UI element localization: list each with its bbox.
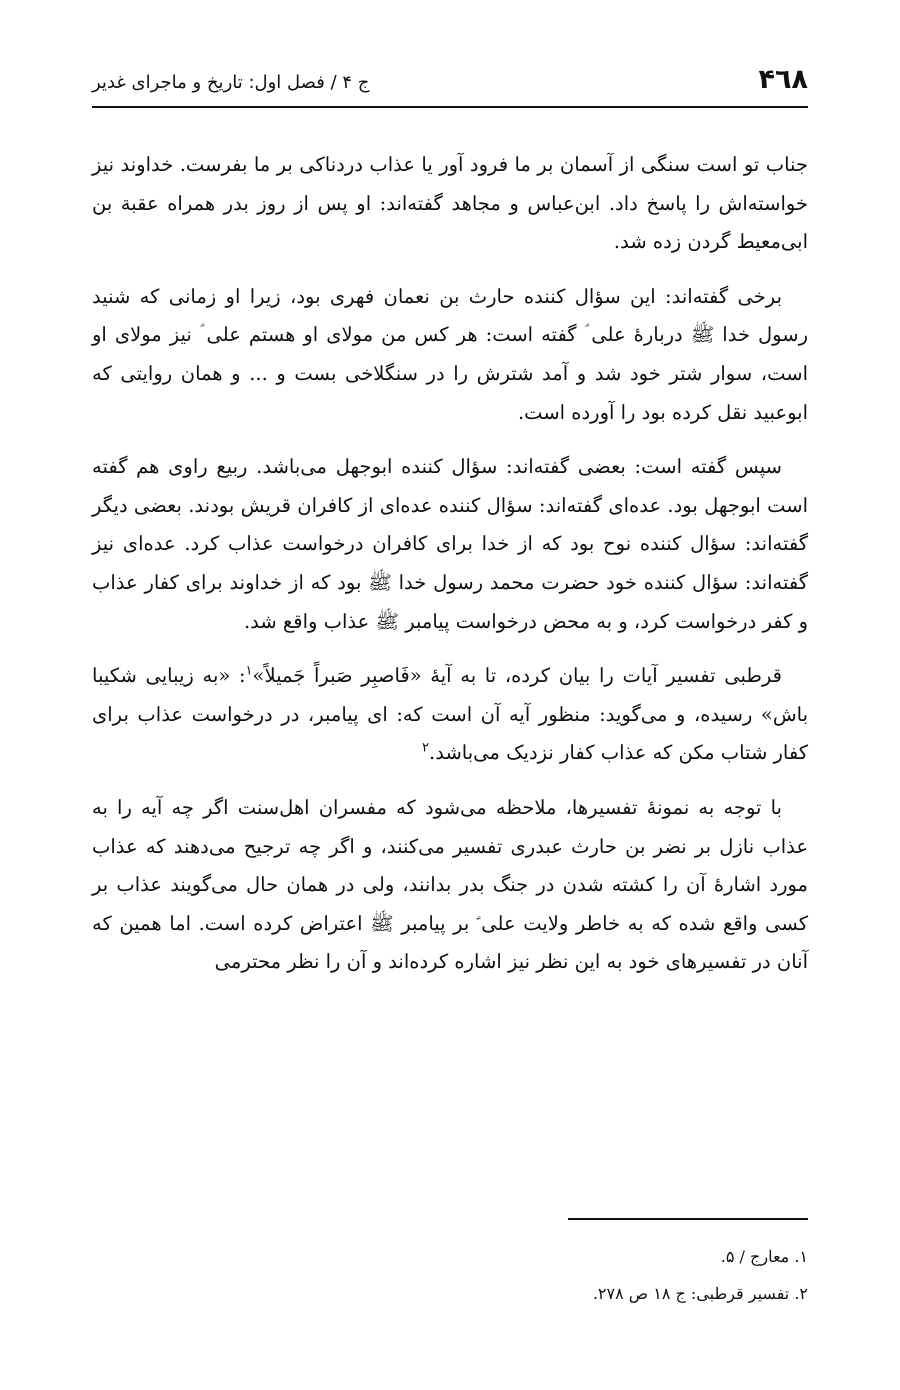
- page-number: ۴٦۸: [758, 64, 808, 95]
- paragraph: سپس گفته است: بعضی گفته‌اند: سؤال کننده ابوجهل می‌باشد. ربیع راوی هم گفته است ابوجهل بود. عده‌ای گفته‌اند: سؤال کننده عده‌ای از کافران قریش بودند. بعضی دیگر گفته‌اند: سؤال کننده نوح بود که از خدا برای کافران درخواست عذاب کرد. عده‌ای نیز گفته‌اند: سؤال کننده خود حضرت محمد رسول خدا ﷺ بود که از خداوند برای کفار عذاب و کفر درخواست کرد، و به محض درخواست پیامبر ﷺ عذاب واقع شد.: [92, 455, 809, 633]
- footnotes: [308, 1238, 808, 1312]
- paragraph: جناب تو است سنگی از آسمان بر ما فرود آور یا عذاب دردناکی بر ما بفرست. خداوند نیز خواسته‌اش را پاسخ داد. ابن‌عباس و مجاهد گفته‌اند: او پس از روز بدر همراه عقبة بن ابی‌معیط گردن زده شد.: [92, 153, 808, 254]
- footnote-item: ۱. معارج / ۵.: [720, 1247, 808, 1266]
- page-header: [92, 62, 808, 108]
- paragraph: با توجه به نمونهٔ تفسیرها، ملاحظه می‌شود که مفسران اهل‌سنت اگر چه آیه را به عذاب نازل بر نضر بن حارث عبدری تفسیر می‌کنند، و اگر چه ترجیح می‌دهند که عذاب مورد اشارهٔ آن را کشته شدن در جنگ بدر بدانند، ولی در همان حال می‌گویند عذاب بر کسی واقع شده که به خاطر ولایت علی ؑ بر پیامبر ﷺ اعتراض کرده است. اما همین که آنان در تفسیرهای خود به این نظر نیز اشاره کرده‌اند و آن را نظر محترمی: [92, 795, 808, 974]
- paragraph: [92, 657, 808, 773]
- footnote-item: ۲. تفسیر قرطبی: ج ۱۸ ص ۲۷۸.: [592, 1284, 808, 1303]
- footnote-reference[interactable]: ۱: [245, 663, 253, 679]
- paragraph-text: : «به زیبایی شکیبا باش» رسیده، و می‌گوید: منظور آیه آن است که: ای پیامبر، در درخواست عذاب برای کفار شتاب مکن که عذاب کفار نزدیک می‌باشد.: [92, 664, 808, 765]
- paragraph: برخی گفته‌اند: این سؤال کننده حارث بن نعمان فهری بود، زیرا او زمانی که شنید رسول خدا ﷺ دربارهٔ علی ؑ گفته است: هر کس من مولای او هستم علی ؑ نیز مولای او است، سوار شتر خود شد و آمد شترش را در سنگلاخی بست و ... و همان روایتی که ابوعبید نقل کرده بود را آورده است.: [92, 284, 808, 424]
- footnote-reference[interactable]: ۲: [422, 740, 430, 756]
- footnote-divider: [568, 1218, 808, 1220]
- paragraph-text: قرطبی تفسیر آیات را بیان کرده، تا به آیهٔ «فَاصبِر صَبراً جَمیلاً»: [252, 664, 782, 688]
- running-title: ج ۴ / فصل اول: تاریخ و ماجرای غدیر: [92, 72, 370, 93]
- body-text: [92, 146, 808, 998]
